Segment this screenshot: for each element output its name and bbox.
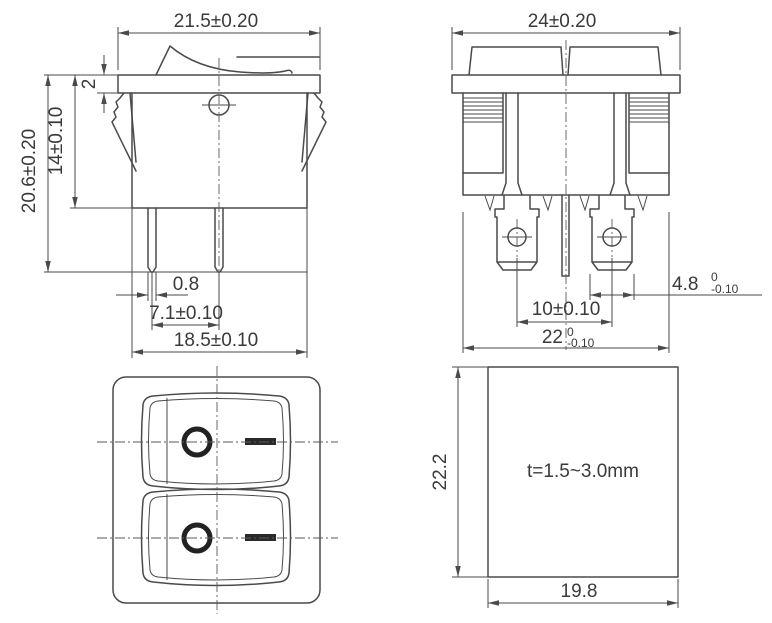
side-rocker-profile-curve bbox=[156, 46, 292, 75]
front-post-left bbox=[502, 93, 522, 195]
front-post-right bbox=[610, 93, 630, 195]
panel-cutout-view bbox=[430, 367, 678, 608]
front-view bbox=[452, 11, 762, 353]
front-ribs-right bbox=[629, 98, 669, 122]
tolerance-lower: -0.10 bbox=[567, 336, 595, 350]
dimension-label: 21.5±0.20 bbox=[173, 11, 259, 32]
front-rocker-button-right bbox=[568, 47, 661, 75]
tolerance-upper: 0 bbox=[711, 270, 718, 284]
dimension-label: 24±0.20 bbox=[527, 11, 597, 32]
dimension-label: 22.2 bbox=[430, 453, 451, 491]
dimension-label: 2 bbox=[79, 78, 100, 90]
dimension-label: 18.5±0.10 bbox=[173, 330, 259, 351]
front-rocker-button-left bbox=[469, 47, 563, 75]
dimension-label: 22 bbox=[541, 327, 563, 348]
front-rib-block-left bbox=[463, 93, 503, 173]
dimension-label: 0.8 bbox=[172, 274, 200, 295]
tolerance-lower: -0.10 bbox=[711, 282, 739, 296]
side-body bbox=[132, 93, 307, 208]
side-pin-left bbox=[148, 208, 156, 272]
dimension-label: 10±0.10 bbox=[531, 299, 601, 320]
tolerance-upper: 0 bbox=[567, 325, 574, 339]
dimension-label: 20.6±0.20 bbox=[19, 128, 40, 214]
front-ribs-left bbox=[463, 98, 503, 122]
side-view bbox=[19, 11, 326, 358]
top-view-rocker-lower bbox=[142, 489, 291, 586]
top-view-rocker-upper bbox=[142, 393, 291, 490]
side-snap-clip-right bbox=[302, 93, 326, 171]
front-center-pin bbox=[562, 195, 569, 276]
dimension-label: 19.8 bbox=[560, 581, 598, 602]
dimension-label: 4.8 bbox=[672, 274, 699, 295]
top-view bbox=[97, 366, 338, 614]
dimension-label: 14±0.10 bbox=[46, 106, 67, 176]
dimension-label: 7.1±0.10 bbox=[149, 303, 223, 324]
ext-lines-22-2 bbox=[452, 367, 488, 577]
side-snap-clip-left-inner bbox=[130, 93, 136, 162]
front-rib-block-right bbox=[629, 93, 669, 173]
dash-on-symbol bbox=[245, 438, 276, 445]
panel-thickness-note: t=1.5~3.0mm bbox=[527, 461, 639, 482]
